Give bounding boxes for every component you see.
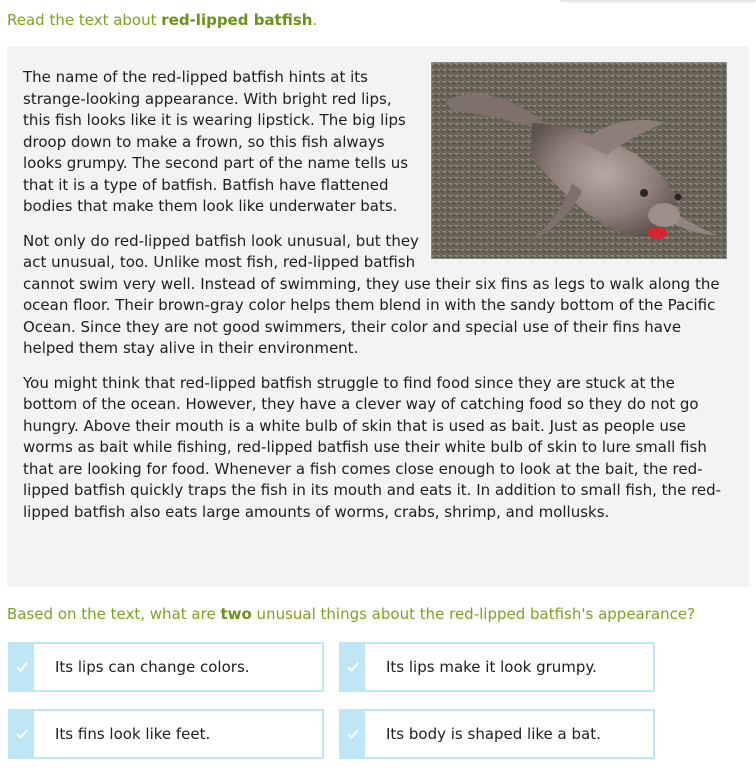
top-panel-shadow (560, 0, 756, 4)
instruction-suffix: . (312, 11, 318, 29)
check-icon (10, 644, 34, 690)
passage-paragraph-2: Not only do red-lipped batfish look unusual, but they act unusual, too. Unlike most fish, red-lipped batfish cannot swim very well. Instead of swimming, they use their six fins as legs to walk along the ocean floor. Their brown-gray color helps them blend in with the sandy bottom of the Pacific Ocean. Since they are not good swimmers, their color and special use of their fins have helped them stay alive in their environment. (23, 231, 720, 357)
passage-paragraph-3: You might think that red-lipped batfish struggle to find food since they are stuck at the bottom of the ocean. However, they have a clever way of catching food so they do not go hungry. Above their mouth is a white bulb of skin that is used as bait. Just as people use worms as bait while fishing, red-lipped batfish use their white bulb of skin to lure small fish that are looking for food. Whenever a fish comes close enough to look at the bait, the red-lipped batfish quickly traps the fish in its mouth and eats it. In addition to small fish, the red-lipped batfish also eats large amounts of worms, crabs, shrimp, and mollusks. (23, 373, 722, 521)
instruction-emphasis: red-lipped batfish (161, 11, 313, 29)
check-icon (10, 711, 34, 757)
check-icon (341, 644, 365, 690)
choice-body-shaped-like-bat[interactable] (339, 709, 655, 759)
choice-fins-look-like-feet[interactable] (8, 709, 324, 759)
instruction-prefix: Read the text about (7, 11, 162, 29)
instruction-text (7, 10, 317, 30)
choice-label: Its body is shaped like a bat. (386, 725, 601, 743)
batfish-image (432, 63, 726, 258)
question-emphasis: two (220, 605, 252, 623)
question-suffix: unusual things about the red-lipped batfish's appearance? (251, 605, 696, 623)
question-text (7, 604, 695, 624)
check-icon (341, 711, 365, 757)
question-prefix: Based on the text, what are (7, 605, 221, 623)
choice-label: Its lips make it look grumpy. (386, 658, 597, 676)
choice-lips-change-colors[interactable] (8, 642, 324, 692)
choice-lips-look-grumpy[interactable] (339, 642, 655, 692)
batfish-photo (431, 62, 727, 259)
passage-paragraph-1: The name of the red-lipped batfish hints at its strange-looking appearance. With bright red lips, this fish looks like it is wearing lipstick. The big lips droop down to make a frown, so this fish always looks grumpy. The second part of the name tells us that it is a type of batfish. Batfish have flattened bodies that make them look like underwater bats. (23, 68, 409, 215)
choice-label: Its lips can change colors. (55, 658, 250, 676)
reading-passage (7, 46, 749, 587)
choice-label: Its fins look like feet. (55, 725, 211, 743)
